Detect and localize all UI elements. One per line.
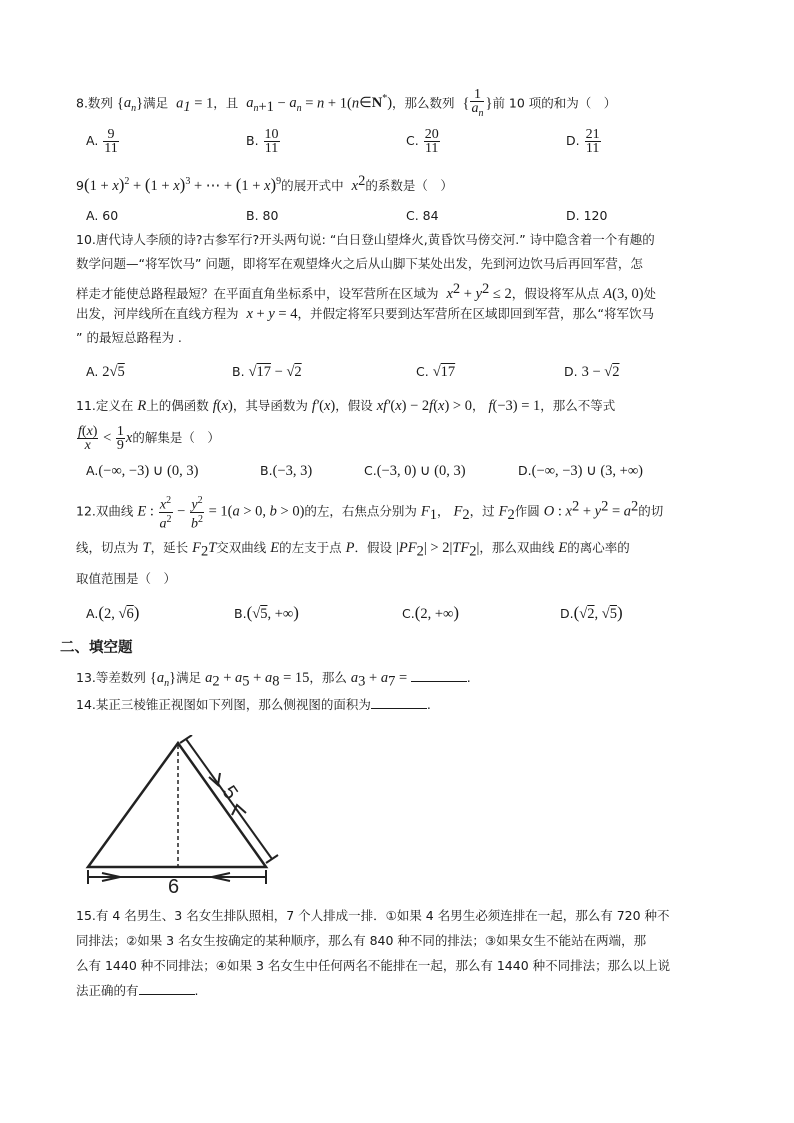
- q15-answer-blank[interactable]: [139, 982, 195, 995]
- q12-line2: 线，切点为 T，延长 $F_2T$交双曲线 E的左支于点 P．假设 $|PF_2| > 2|TF_2|$，那么双曲线 E的离心率的: [76, 540, 630, 560]
- q8-option-a[interactable]: A. $\frac{9}{11}$: [86, 127, 118, 156]
- q13-answer-blank[interactable]: [411, 669, 467, 682]
- q8-option-d[interactable]: D. $\frac{21}{11}$: [566, 127, 600, 156]
- q13-stem: 13.等差数列 $\{a_n\}$满足 $a_2 + a_5 + a_8 = 15$，那么 $a_3 + a_7$ = .: [76, 670, 471, 690]
- section-title-fill-in: 二、填空题: [60, 640, 133, 656]
- q15-line1: 15.有 4 名男生、3 名女生排队照相，7 个人排成一排．①如果 4 名男生必须连排在一起，那么有 720 种不: [76, 908, 670, 923]
- q12-line1: 12.双曲线 E : $\frac{x^2}{a^2}$ − $\frac{y^2}{b^2}$ = 1(a > 0, b > 0)的左，右焦点分别为 $F_1$， $F_2$，过 $F_2$作圆 O : $x^2 + y^2 = a^2$的切: [76, 495, 664, 532]
- front-view-triangle-figure: [80, 735, 280, 895]
- q12-line3: 取值范围是（ ）: [76, 571, 177, 586]
- q11-line2: $\frac{f(x)}{x}$ < $\frac{1}{9}$ x的解集是（ ）: [78, 424, 220, 453]
- q12-option-c[interactable]: C.(2, +∞): [402, 603, 460, 622]
- q9-option-c[interactable]: C. 84: [406, 208, 439, 223]
- side-length-label: 5: [217, 781, 242, 804]
- q11-option-d[interactable]: D.(−∞, −3) ∪ (3, +∞): [518, 463, 643, 479]
- q9-option-d[interactable]: D. 120: [566, 208, 608, 223]
- q8-option-c[interactable]: C. $\frac{20}{11}$: [406, 127, 439, 156]
- q10-option-d[interactable]: D. 3 − √2: [564, 364, 620, 380]
- q9-option-b[interactable]: B. 80: [246, 208, 279, 223]
- q11-line1: 11.定义在 R上的偶函数 f(x)，其导函数为 f′(x)，假设 xf′(x) − 2f(x) > 0， f(−3) = 1，那么不等式: [76, 398, 616, 414]
- q12-option-b[interactable]: B.(√5, +∞): [234, 603, 299, 622]
- q9-option-a[interactable]: A. 60: [86, 208, 119, 223]
- q10-option-b[interactable]: B. √17 − √2: [232, 364, 302, 380]
- q10-line1: 10.唐代诗人李颀的诗?古参军行?开头两句说: “白日登山望烽火,黄昏饮马傍交河.” 诗中隐含着一个有趣的: [76, 232, 655, 247]
- triangle-outline: [88, 743, 266, 867]
- q11-option-b[interactable]: B.(−3, 3): [260, 463, 313, 479]
- q15-line3: 么有 1440 种不同排法；④如果 3 名女生中任何两名不能排在一起，那么有 1440 种不同排法；那么以上说: [76, 958, 671, 973]
- q8-option-b[interactable]: B. $\frac{10}{11}$: [246, 127, 279, 156]
- q10-option-a[interactable]: A. 2√5: [86, 364, 125, 380]
- q15-line4: 法正确的有 .: [76, 983, 199, 998]
- q8-stem: 8.数列 $\{a_n\}$满足 $a_1 = 1$，且 $a_{n+1} - a_n = n$ + 1(n∈N*)，那么数列 { $\frac{1}{a_n}$ }前 10 项的和为（ ）: [76, 87, 617, 119]
- q15-line2: 同排法；②如果 3 名女生按确定的某种顺序，那么有 840 种不同的排法；③如果女生不能站在两端，那: [76, 933, 647, 948]
- q10-option-c[interactable]: C. √17: [416, 364, 456, 380]
- q14-stem: 14.某正三棱锥正视图如下列图，那么侧视图的面积为 .: [76, 697, 431, 712]
- q10-line5: ” 的最短总路程为 .: [76, 330, 182, 345]
- q10-line4: 出发，河岸线所在直线方程为 x + y = 4，并假定将军只要到达军营所在区域即回到军营，那么“将军饮马: [76, 306, 654, 322]
- q10-line3: 样走才能使总路程最短？在平面直角坐标系中，设军营所在区域为 $x^2 + y^2 \le 2$，假设将军从点 A(3, 0)处: [76, 281, 657, 303]
- q14-answer-blank[interactable]: [371, 696, 427, 709]
- q9-stem: $9(1 + x)^2 + (1 + x)^3$ + ⋯ + $(1 + x)^9$的展开式中 $x^2$的系数是（ ）: [76, 173, 453, 195]
- q12-option-a[interactable]: A.(2, √6): [86, 603, 140, 622]
- q11-option-a[interactable]: A.(−∞, −3) ∪ (0, 3): [86, 463, 199, 479]
- q10-line2: 数学问题—“将军饮马” 问题，即将军在观望烽火之后从山脚下某处出发，先到河边饮马后再回军营，怎: [76, 256, 643, 271]
- q11-option-c[interactable]: C.(−3, 0) ∪ (0, 3): [364, 463, 466, 479]
- base-length-label: 6: [168, 876, 180, 895]
- q12-option-d[interactable]: D.(√2, √5): [560, 603, 623, 622]
